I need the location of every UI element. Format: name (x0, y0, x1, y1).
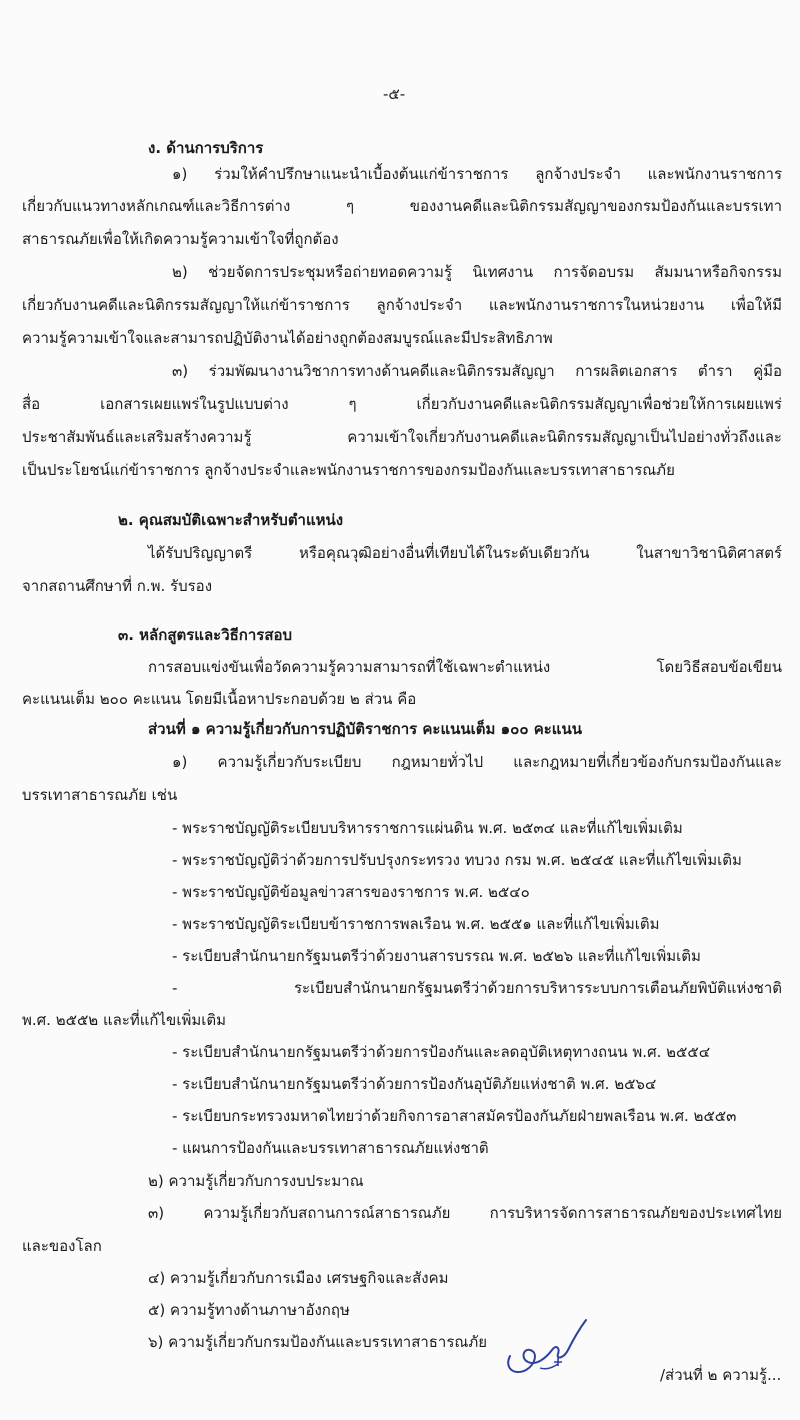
continuation-note: /ส่วนที่ ๒ ความรู้... (660, 1366, 782, 1384)
service-item-2-line-1: ๒) ช่วยจัดการประชุมหรือถ่ายทอดความรู้ นิเทศงาน การจัดอบรม สัมมนาหรือกิจกรรม (172, 263, 782, 281)
knowledge-3-line-2: และของโลก (22, 1237, 102, 1255)
service-item-3-line-4: เป็นประโยชน์แก่ข้าราชการ ลูกจ้างประจำและพนักงานราชการของกรมป้องกันและบรรเทาสาธารณภัย (22, 461, 675, 479)
section-3-heading: ๓. หลักสูตรและวิธีการสอบ (118, 626, 293, 644)
page-number: -๕- (383, 85, 406, 103)
service-item-1-line-1: ๑) ร่วมให้คำปรึกษาแนะนำเบื้องต้นแก่ข้าราชการ ลูกจ้างประจำ และพนักงานราชการ (172, 165, 782, 183)
service-item-3-line-1: ๓) ร่วมพัฒนางานวิชาการทางด้านคดีและนิติกรรมสัญญา การผลิตเอกสาร ตำรา คู่มือ (172, 362, 782, 380)
exam-line-1: การสอบแข่งขันเพื่อวัดความรู้ความสามารถที่ใช้เฉพาะตำแหน่ง โดยวิธีสอบข้อเขียน (148, 658, 782, 676)
knowledge-1-line-2: บรรเทาสาธารณภัย เช่น (22, 786, 178, 804)
law-item: - ระเบียบกระทรวงมหาดไทยว่าด้วยกิจการอาสาสมัครป้องกันภัยฝ่ายพลเรือน พ.ศ. ๒๕๕๓ (172, 1107, 737, 1125)
service-item-3-line-2: สื่อ เอกสารเผยแพร่ในรูปแบบต่าง ๆ เกี่ยวกับงานคดีและนิติกรรมสัญญาเพื่อช่วยให้การเผยแพร่ (22, 395, 782, 413)
law-item-continuation: พ.ศ. ๒๕๕๒ และที่แก้ไขเพิ่มเติม (22, 1011, 226, 1029)
law-item: - พระราชบัญญัติระเบียบบริหารราชการแผ่นดิน พ.ศ. ๒๕๓๔ และที่แก้ไขเพิ่มเติม (172, 819, 683, 837)
law-item: - ระเบียบสำนักนายกรัฐมนตรีว่าด้วยการบริหารระบบการเตือนภัยพิบัติแห่งชาติ (172, 979, 782, 997)
knowledge-2: ๒) ความรู้เกี่ยวกับการงบประมาณ (148, 1172, 364, 1190)
service-item-2-line-2: เกี่ยวกับงานคดีและนิติกรรมสัญญาให้แก่ข้าราชการ ลูกจ้างประจำ และพนักงานราชการในหน่วยงาน เพื่อให้มี (22, 296, 782, 314)
knowledge-5: ๕) ความรู้ทางด้านภาษาอังกฤษ (148, 1301, 350, 1319)
knowledge-6: ๖) ความรู้เกี่ยวกับกรมป้องกันและบรรเทาสาธารณภัย (148, 1333, 488, 1351)
knowledge-1-line-1: ๑) ความรู้เกี่ยวกับระเบียบ กฎหมายทั่วไป และกฎหมายที่เกี่ยวข้องกับกรมป้องกันและ (172, 753, 782, 771)
law-item: - พระราชบัญญัติระเบียบข้าราชการพลเรือน พ.ศ. ๒๕๕๑ และที่แก้ไขเพิ่มเติม (172, 915, 660, 933)
law-item: - แผนการป้องกันและบรรเทาสาธารณภัยแห่งชาติ (172, 1139, 489, 1157)
handwritten-signature (500, 1318, 590, 1378)
law-item: - ระเบียบสำนักนายกรัฐมนตรีว่าด้วยงานสารบรรณ พ.ศ. ๒๕๒๖ และที่แก้ไขเพิ่มเติม (172, 947, 701, 965)
exam-line-2: คะแนนเต็ม ๒๐๐ คะแนน โดยมีเนื้อหาประกอบด้วย ๒ ส่วน คือ (22, 690, 417, 708)
service-item-1-line-2: เกี่ยวกับแนวทางหลักเกณฑ์และวิธีการต่าง ๆ ของงานคดีและนิติกรรมสัญญาของกรมป้องกันและบรรเทา (22, 197, 782, 215)
law-item: - ระเบียบสำนักนายกรัฐมนตรีว่าด้วยการป้องกันและลดอุบัติเหตุทางถนน พ.ศ. ๒๕๕๔ (172, 1043, 711, 1061)
law-item: - พระราชบัญญัติข้อมูลข่าวสารของราชการ พ.ศ. ๒๕๔๐ (172, 883, 530, 901)
service-item-2-line-3: ความรู้ความเข้าใจและสามารถปฏิบัติงานได้อย่างถูกต้องสมบูรณ์และมีประสิทธิภาพ (22, 329, 553, 347)
knowledge-4: ๔) ความรู้เกี่ยวกับการเมือง เศรษฐกิจและสังคม (148, 1269, 449, 1287)
law-item: - พระราชบัญญัติว่าด้วยการปรับปรุงกระทรวง ทบวง กรม พ.ศ. ๒๕๔๕ และที่แก้ไขเพิ่มเติม (172, 851, 742, 869)
section-2-heading: ๒. คุณสมบัติเฉพาะสำหรับตำแหน่ง (118, 511, 344, 529)
part-1-heading: ส่วนที่ ๑ ความรู้เกี่ยวกับการปฏิบัติราชการ คะแนนเต็ม ๑๐๐ คะแนน (148, 720, 582, 738)
service-item-3-line-3: ประชาสัมพันธ์และเสริมสร้างความรู้ ความเข้าใจเกี่ยวกับงานคดีและนิติกรรมสัญญาเป็นไปอย่างทั่วถึงและ (22, 428, 782, 446)
qualification-line-1: ได้รับปริญญาตรี หรือคุณวุฒิอย่างอื่นที่เทียบได้ในระดับเดียวกัน ในสาขาวิชานิติศาสตร์ (148, 544, 782, 562)
law-item: - ระเบียบสำนักนายกรัฐมนตรีว่าด้วยการป้องกันอุบัติภัยแห่งชาติ พ.ศ. ๒๕๖๔ (172, 1075, 657, 1093)
knowledge-3-line-1: ๓) ความรู้เกี่ยวกับสถานการณ์สาธารณภัย การบริหารจัดการสาธารณภัยของประเทศไทย (148, 1204, 782, 1222)
qualification-line-2: จากสถานศึกษาที่ ก.พ. รับรอง (22, 577, 213, 595)
section-d-heading: ง. ด้านการบริการ (148, 139, 264, 157)
service-item-1-line-3: สาธารณภัยเพื่อให้เกิดความรู้ความเข้าใจที่ถูกต้อง (22, 230, 339, 248)
